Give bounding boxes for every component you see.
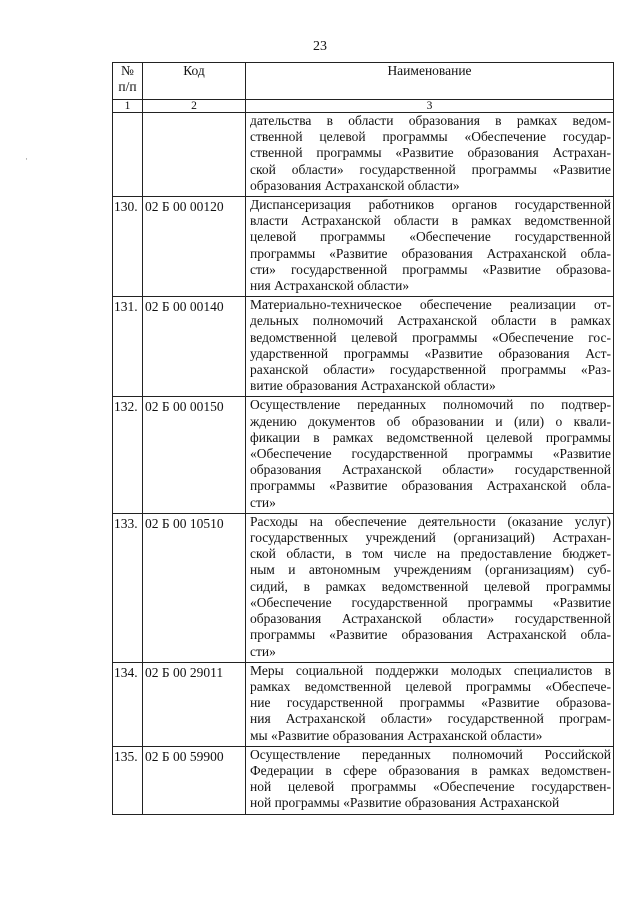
row-name-line: Материально-техническое обеспечение реализации от- <box>250 297 611 313</box>
row-name <box>246 197 614 297</box>
page-number: 23 <box>313 39 327 54</box>
row-code: 02 Б 00 00140 <box>143 297 246 397</box>
row-name-line: дельных полномочий Астраханской области в рамках <box>250 313 611 329</box>
row-name-line: ведомственной целевой программы «Обеспечение гос- <box>250 329 611 345</box>
table-row <box>113 397 614 513</box>
header-num-line1: № <box>121 63 134 78</box>
row-name-line: ственной программы «Развитие образования Астрахан- <box>250 145 611 161</box>
row-name-line: Осуществление переданных полномочий Российской <box>250 746 611 762</box>
row-code: 02 Б 00 59900 <box>143 746 246 814</box>
row-name-line: ным и автономным учреждениям (организациям) суб- <box>250 562 611 578</box>
table-row <box>113 197 614 297</box>
row-name-line: ной целевой программы «Обеспечение государствен- <box>250 779 611 795</box>
row-name-line: ской области» государственной программы «Развитие <box>250 161 611 177</box>
table-row <box>113 513 614 662</box>
row-name-line: программы «Развитие образования Астраханской обла- <box>250 478 611 494</box>
row-name <box>246 746 614 814</box>
row-name-line: витие образования Астраханской области» <box>250 378 496 394</box>
row-name-line: целевой программы «Обеспечение государственной <box>250 229 611 245</box>
table-row <box>113 746 614 814</box>
row-number: 134. <box>113 662 143 746</box>
row-name-line: сти» <box>250 643 276 659</box>
row-code: 02 Б 00 10510 <box>143 513 246 662</box>
row-name-line: ственной целевой программы «Обеспечение государ- <box>250 129 611 145</box>
row-name-line: власти Астраханской области в рамках ведомственной <box>250 213 611 229</box>
row-number <box>113 113 143 197</box>
row-number: 135. <box>113 746 143 814</box>
row-name-line: Диспансеризация работников органов государственной <box>250 197 611 213</box>
header-code: Код <box>143 63 246 100</box>
row-name <box>246 513 614 662</box>
row-code <box>143 113 246 197</box>
row-number: 132. <box>113 397 143 513</box>
table-row <box>113 113 614 197</box>
row-name-line: государственных учреждений (организаций) Астрахан- <box>250 530 611 546</box>
row-name-line: образования Астраханской области» <box>250 177 460 193</box>
row-name-line: ния Астраханской области» государственной програм- <box>250 711 611 727</box>
row-name-line: ния Астраханской области» <box>250 278 410 294</box>
table-header-row <box>113 63 614 100</box>
row-name-line: «Обеспечение государственной программы «Развитие <box>250 594 611 610</box>
row-name-line: фикации в рамках ведомственной целевой программы <box>250 429 611 445</box>
row-name <box>246 113 614 197</box>
row-name-line: программы «Развитие образования Астраханской обла- <box>250 627 611 643</box>
row-name-line: сти» государственной программы «Развитие образова- <box>250 261 611 277</box>
row-name-line: Осуществление переданных полномочий по подтвер- <box>250 397 611 413</box>
row-code: 02 Б 00 00150 <box>143 397 246 513</box>
row-name-line: Меры социальной поддержки молодых специалистов в <box>250 662 611 678</box>
row-number: 133. <box>113 513 143 662</box>
column-number-2: 2 <box>143 100 246 113</box>
header-num <box>113 63 143 100</box>
row-name-line: образования Астраханской области» государственной <box>250 462 611 478</box>
row-name-line: ударственной программы «Развитие образования Аст- <box>250 345 611 361</box>
row-name-line: рамках ведомственной целевой программы «Обеспече- <box>250 678 611 694</box>
row-name-line: ной программы «Развитие образования Астраханской <box>250 795 560 811</box>
table-row <box>113 662 614 746</box>
row-code: 02 Б 00 29011 <box>143 662 246 746</box>
margin-mark: · <box>25 154 28 164</box>
row-name-line: дательства в области образования в рамках ведом- <box>250 113 611 128</box>
row-name <box>246 662 614 746</box>
row-code: 02 Б 00 00120 <box>143 197 246 297</box>
row-name-line: программы «Развитие образования Астраханской обла- <box>250 245 611 261</box>
row-name-line: ждению документов об образовании и (или) о квали- <box>250 413 611 429</box>
row-number: 130. <box>113 197 143 297</box>
row-name-line: мы «Развитие образования Астраханской области» <box>250 727 543 743</box>
row-name-line: Федерации в сфере образования в рамках ведомствен- <box>250 762 611 778</box>
row-name <box>246 297 614 397</box>
row-name-line: сти» <box>250 494 276 510</box>
row-name-line: «Обеспечение государственной программы «Развитие <box>250 446 611 462</box>
row-name-line: ние государственной программы «Развитие образова- <box>250 695 611 711</box>
row-name-line: Расходы на обеспечение деятельности (оказание услуг) <box>250 513 611 529</box>
column-numbers-row <box>113 100 614 113</box>
budget-code-table <box>112 62 614 815</box>
column-number-3: 3 <box>246 100 614 113</box>
row-name-line: ской области, в том числе на предоставление бюджет- <box>250 546 611 562</box>
row-name-line: сидий, в рамках ведомственной целевой программы <box>250 578 611 594</box>
column-number-1: 1 <box>113 100 143 113</box>
row-name <box>246 397 614 513</box>
header-name: Наименование <box>246 63 614 100</box>
row-name-line: образования Астраханской области» государственной <box>250 611 611 627</box>
row-number: 131. <box>113 297 143 397</box>
header-num-line2: п/п <box>118 79 137 94</box>
row-name-line: раханской области» государственной программы «Раз- <box>250 362 611 378</box>
table-row <box>113 297 614 397</box>
